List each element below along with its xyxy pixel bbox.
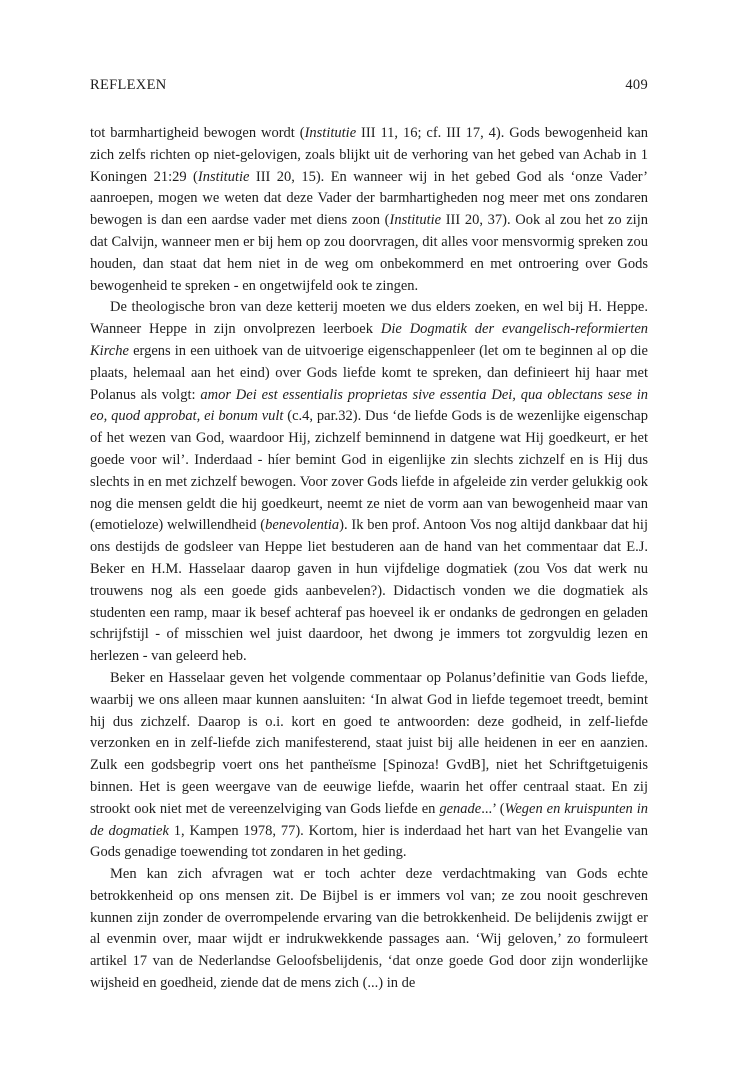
text-run: ). Ik ben prof. Antoon Vos nog altijd dankbaar dat hij ons destijds de godsleer van Heppe liet bestuderen aan de hand van het commentaar dat E.J. Beker en H.M. Hasselaar daarop gaven in hun vijfdelige dogmatiek (zou Vos dat werk nu trouwens nog als een goede gids aanbevelen?). Didactisch vonden we die dogmatiek als studenten een ramp, maar ik besef achteraf pas hoeveel ik er ondanks de gedrongen en geladen schrijfstijl - of misschien wel juist daardoor, het dwong je immers tot zorgvuldig lezen en herlezen - van geleerd heb. <box>90 517 648 665</box>
italic-book-title: Wegen en kruispunten in de dogmatiek <box>90 800 648 839</box>
italic-term: benevolentia <box>265 517 340 534</box>
text-run: De theologische bron van deze ketterij moeten we dus elders zoeken, en wel bij H. Heppe. Wanneer Heppe in zijn onvolprezen leerboek <box>90 299 648 338</box>
text-run: (c.4, par.32). Dus ‘de liefde Gods is de wezenlijke eigenschap of het wezen van God, waardoor Hij, zichzelf beminnend in datgene wat Hij goedkeurt, er het goede voor wil’. Inderdaad - híer bemint God in eigenlijke zin slechts zichzelf en is Hij dus slechts in en met zichzelf bewogen. Voor zover Gods liefde in afgeleide zin verder gelukkig ook nog die mensen geldt die hij goedkeurt, neemt ze niet de vorm aan van bewogenheid maar van (emotieloze) welwillendheid ( <box>90 408 648 534</box>
running-header <box>90 77 648 99</box>
page-number: 409 <box>625 77 648 93</box>
italic-citation: Institutie <box>389 212 442 229</box>
article-body <box>90 123 648 995</box>
italic-latin-quote: amor Dei est essentialis proprietas sive essentia Dei, qua oblectans sese in eo, quod approbat, ei bonum vult <box>90 386 648 425</box>
text-run: Men kan zich afvragen wat er toch achter deze verdachtmaking van Gods echte betrokkenheid op ons mensen zit. De Bijbel is er immers vol van; ze zou nooit geschreven kunnen zijn zonder de overrompelende ervaring van die betrokkenheid. De belijdenis zwijgt er al evenmin over, maar wijdt er indrukwekkende passages aan. ‘Wij geloven,’ zo formuleert artikel 17 van de Nederlandse Geloofsbelijdenis, ‘dat onze goede God door zijn wonderlijke wijsheid en goedheid, ziende dat de mens zich (...) in de <box>90 866 648 992</box>
italic-citation: Institutie <box>197 168 250 185</box>
text-run: Beker en Hasselaar geven het volgende commentaar op Polanus’definitie van Gods liefde, waarbij we ons alleen maar kunnen aansluiten: ‘In alwat God in liefde tegemoet treedt, bemint hij dus zichzelf. Daarop is o.i. kort en goed te antwoorden: deze godheid, in zelf-liefde verzonken en in zelf-liefde zich manifesterend, staat juist bij alle heidenen in eer en aanzien. Zulk een godsbegrip voert ons het pantheïsme [Spinoza! GvdB], niet het Schriftgetuigenis binnen. Het is geen weergave van de eeuwige liefde, waarin het offer centraal staat. En zij strookt ook niet met de vereenzelviging van Gods liefde en <box>90 669 648 817</box>
text-run: ...’ ( <box>481 800 505 817</box>
text-run: III 20, 37). Ook al zou het zo zijn dat Calvijn, wanneer men er bij hem op zou doorvragen, dit alles voor mensvormig spreken zou houden, dan staat dat hem niet in de weg om onbekommerd en met ontroering over Gods bewogenheid te spreken - en ongetwijfeld ook te zingen. <box>90 212 648 294</box>
paragraph-4 <box>90 864 648 995</box>
italic-book-title: Die Dogmatik der evangelisch-reformierten Kirche <box>90 321 649 359</box>
paragraph-2 <box>90 297 648 668</box>
running-title: REFLEXEN <box>90 77 167 93</box>
text-run: III 20, 15). En wanneer wij in het gebed God als ‘onze Vader’ aanroepen, mogen we weten dat deze Vader der barmhartigheden nog meer met ons zondaren bewogen is dan een aardse vader met diens zoon ( <box>90 168 649 229</box>
italic-citation: Institutie <box>304 125 357 141</box>
text-run: ergens in een uithoek van de uitvoerige eigenschappenleer (let om te beginnen al op die plaats, helemaal aan het eind) over Gods liefde komt te spreken, dan definieert hij haar met Polanus als volgt: <box>90 342 648 403</box>
italic-term: genade <box>439 800 482 817</box>
text-run: tot barmhartigheid bewogen wordt ( <box>90 125 305 141</box>
text-run: 1, Kampen 1978, 77). Kortom, hier is inderdaad het hart van het Evangelie van Gods genadige toewending tot zondaren in het geding. <box>90 822 648 861</box>
text-run: III 11, 16; cf. III 17, 4). Gods bewogenheid kan zich zelfs richten op niet-gelovigen, zoals blijkt uit de verhoring van het gebed van Achab in 1 Koningen 21:29 ( <box>90 125 648 185</box>
paragraph-3 <box>90 668 648 864</box>
paragraph-1 <box>90 123 648 297</box>
